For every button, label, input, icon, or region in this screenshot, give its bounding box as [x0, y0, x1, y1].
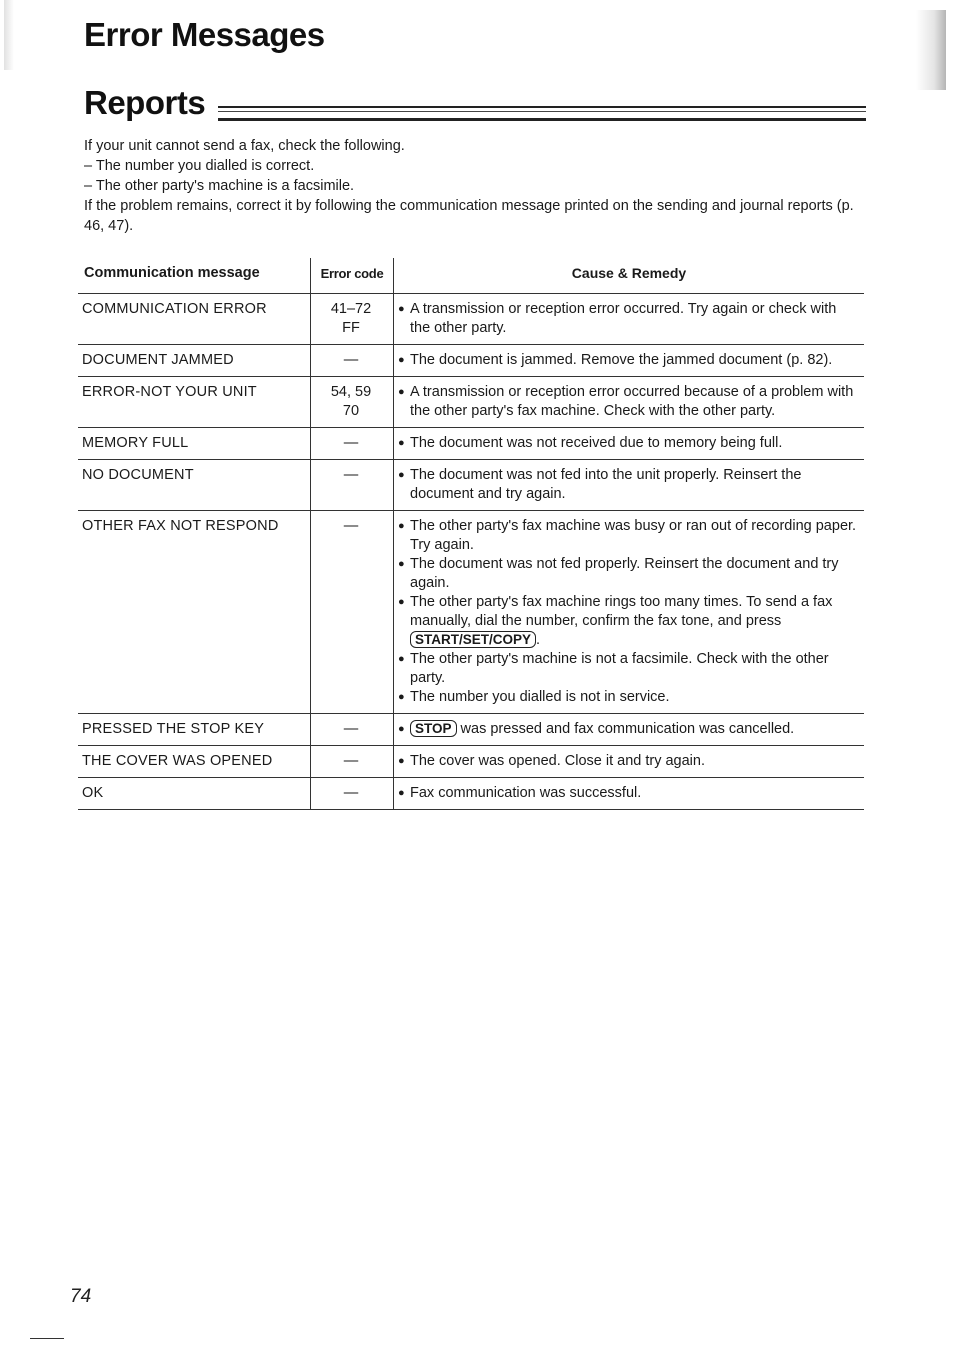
cause-text: The document is jammed. Remove the jammed document (p. 82).	[410, 352, 833, 368]
cause-cell	[394, 460, 865, 511]
message-cell: PRESSED THE STOP KEY	[78, 714, 311, 746]
cause-cell	[394, 294, 865, 345]
code-cell	[311, 511, 394, 714]
cause-text: The document was not received due to memory being full.	[410, 435, 783, 451]
bullet-icon: ●	[398, 354, 405, 366]
title-rule	[218, 106, 866, 121]
table-row	[78, 746, 864, 778]
cause-cell	[394, 345, 865, 377]
cause-item	[398, 517, 858, 555]
code-value: —	[343, 352, 359, 368]
key-suffix: .	[536, 632, 541, 648]
intro-line: – The number you dialled is correct.	[84, 158, 315, 174]
table-row	[78, 345, 864, 377]
table-row	[78, 294, 864, 345]
cause-text: The other party's fax machine rings too many times. To send a fax manually, dial the number, confirm the fax tone, and press	[410, 594, 833, 629]
cause-text: The other party's machine is not a facsimile. Check with the other party.	[410, 651, 829, 686]
page-number: 74	[70, 1286, 92, 1307]
table-row	[78, 377, 864, 428]
code-cell	[311, 294, 394, 345]
code-value: 54, 59	[330, 384, 372, 400]
scan-shadow-left	[4, 0, 14, 70]
cause-item	[398, 720, 858, 739]
message-cell: ERROR-NOT YOUR UNIT	[78, 377, 311, 428]
scan-shadow-right	[916, 10, 946, 90]
bullet-icon: ●	[398, 520, 405, 532]
header-cause-remedy: Cause & Remedy	[394, 258, 865, 294]
cause-text: The cover was opened. Close it and try again.	[410, 753, 705, 769]
message-cell: OK	[78, 778, 311, 810]
section-title: Error Messages	[84, 16, 325, 53]
bullet-icon: ●	[398, 787, 405, 799]
code-value: 41–72	[330, 301, 372, 317]
table-row	[78, 511, 864, 714]
intro-line: If your unit cannot send a fax, check the following.	[84, 138, 405, 154]
cause-text: A transmission or reception error occurred. Try again or check with the other party.	[410, 301, 837, 336]
table-row	[78, 778, 864, 810]
code-value: —	[343, 785, 359, 801]
cause-text-with-key	[410, 720, 794, 739]
bullet-icon: ●	[398, 469, 405, 481]
cause-text: The other party's fax machine was busy or ran out of recording paper. Try again.	[410, 518, 857, 553]
subsection-header	[84, 84, 866, 128]
cause-cell	[394, 714, 865, 746]
bullet-icon: ●	[398, 691, 405, 703]
table-header-row	[78, 258, 864, 294]
cause-item	[398, 650, 858, 688]
message-cell: COMMUNICATION ERROR	[78, 294, 311, 345]
cause-item	[398, 466, 858, 504]
message-cell: DOCUMENT JAMMED	[78, 345, 311, 377]
intro-line: If the problem remains, correct it by following the communication message printed on the sending and journal reports (p. 46, 47).	[84, 198, 854, 234]
code-value: FF	[342, 320, 360, 336]
table-row	[78, 428, 864, 460]
bullet-icon: ●	[398, 596, 405, 608]
cause-text: The document was not fed properly. Reinsert the document and try again.	[410, 556, 839, 591]
bullet-icon: ●	[398, 755, 405, 767]
message-cell: THE COVER WAS OPENED	[78, 746, 311, 778]
cause-cell	[394, 511, 865, 714]
cause-text: Fax communication was successful.	[410, 785, 642, 801]
bullet-icon: ●	[398, 386, 405, 398]
header-error-code: Error code	[311, 258, 394, 294]
code-value: —	[343, 467, 359, 483]
code-cell	[311, 377, 394, 428]
header-communication-message: Communication message	[78, 258, 311, 294]
subsection-title: Reports	[84, 84, 206, 121]
bullet-icon: ●	[398, 303, 405, 315]
start-set-copy-key: START/SET/COPY	[410, 631, 536, 648]
cause-item	[398, 383, 858, 421]
code-value: 70	[342, 403, 360, 419]
code-value: —	[343, 518, 359, 534]
code-cell	[311, 345, 394, 377]
cause-cell	[394, 428, 865, 460]
cause-item	[398, 555, 858, 593]
code-cell	[311, 746, 394, 778]
cause-item	[398, 300, 858, 338]
cause-item	[398, 688, 858, 707]
bullet-icon: ●	[398, 723, 405, 735]
message-cell: OTHER FAX NOT RESPOND	[78, 511, 311, 714]
table-row	[78, 714, 864, 746]
code-value: —	[343, 435, 359, 451]
cause-cell	[394, 746, 865, 778]
cause-item	[398, 434, 858, 453]
cause-text: A transmission or reception error occurred because of a problem with the other party's fax machine. Check with the other party.	[410, 384, 854, 419]
bullet-icon: ●	[398, 558, 405, 570]
bullet-icon: ●	[398, 437, 405, 449]
cause-text: was pressed and fax communication was cancelled.	[456, 721, 795, 737]
message-cell: MEMORY FULL	[78, 428, 311, 460]
code-value: —	[343, 753, 359, 769]
code-cell	[311, 778, 394, 810]
cause-text: The number you dialled is not in service.	[410, 689, 670, 705]
code-cell	[311, 428, 394, 460]
code-cell	[311, 714, 394, 746]
message-cell: NO DOCUMENT	[78, 460, 311, 511]
intro-line: – The other party's machine is a facsimile.	[84, 178, 355, 194]
cause-cell	[394, 377, 865, 428]
stop-key: STOP	[410, 720, 457, 737]
intro-text	[84, 136, 874, 236]
cause-item	[398, 752, 858, 771]
footer-dash	[30, 1338, 64, 1339]
cause-cell	[394, 778, 865, 810]
code-cell	[311, 460, 394, 511]
cause-text: The document was not fed into the unit properly. Reinsert the document and try again.	[410, 467, 802, 502]
cause-item	[398, 351, 858, 370]
code-value: —	[343, 721, 359, 737]
cause-item	[398, 784, 858, 803]
cause-text-with-key	[410, 593, 858, 650]
error-messages-table	[78, 258, 864, 810]
cause-item	[398, 593, 858, 650]
table-row	[78, 460, 864, 511]
bullet-icon: ●	[398, 653, 405, 665]
